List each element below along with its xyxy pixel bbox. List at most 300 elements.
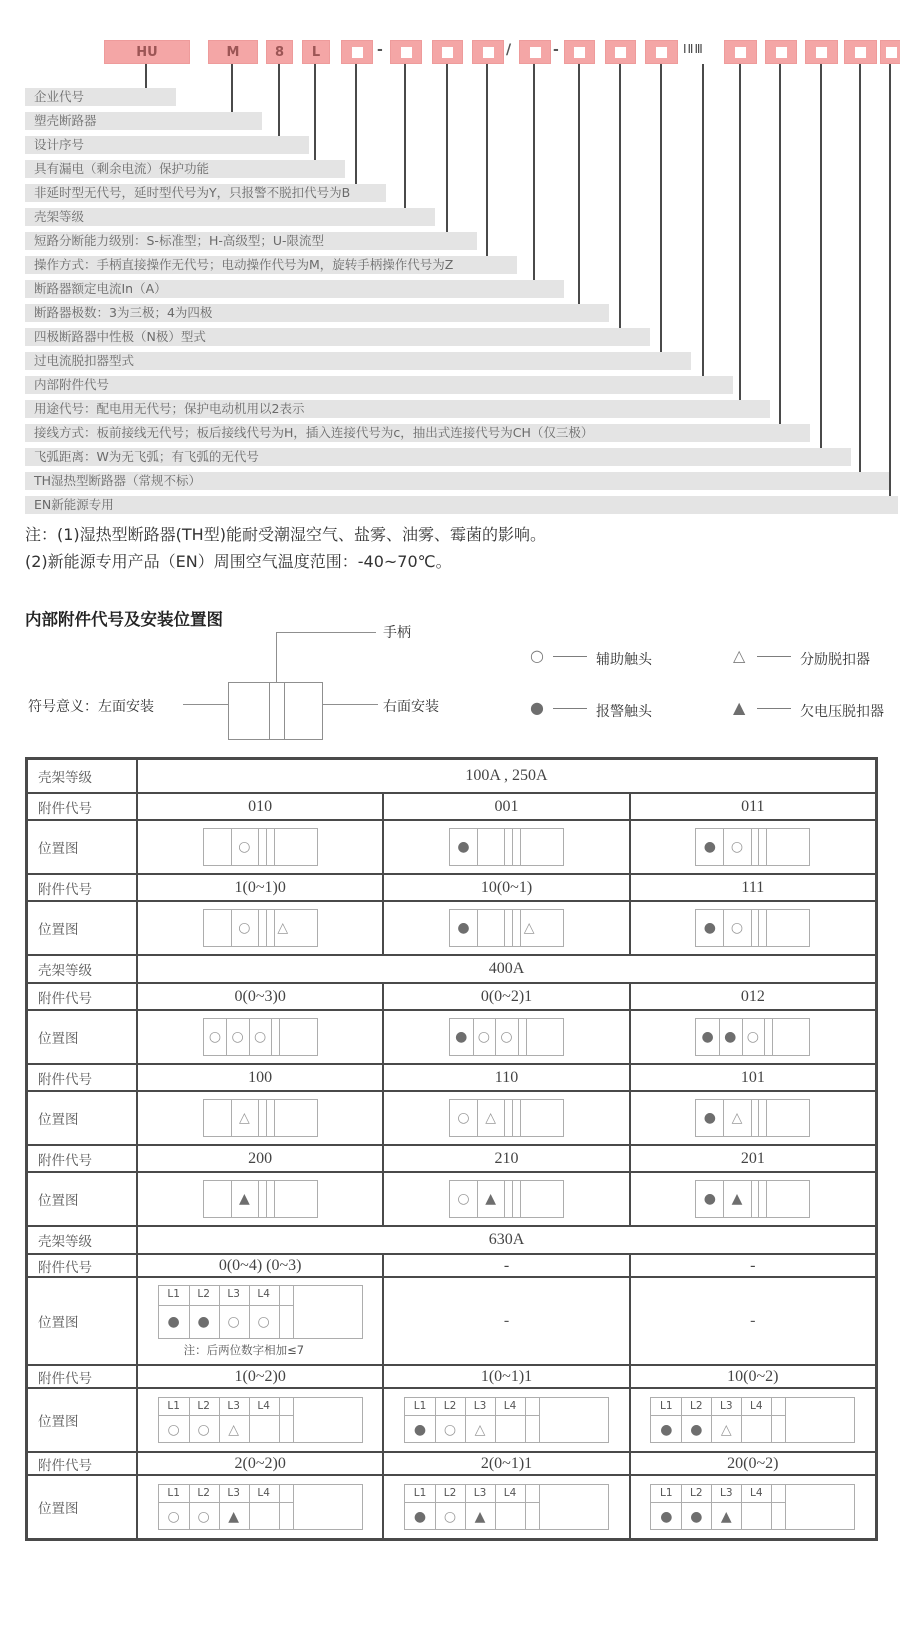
position-diagram-cell [138,902,382,954]
diagram-divider [219,1485,220,1529]
row-label-cell: 位置图 [28,1011,138,1063]
alarm-contact-symbol: ● [724,1029,737,1045]
row-label-cell: 附件代号 [28,1146,138,1171]
undervoltage-release-symbol: ▲ [731,1191,743,1207]
row-label-cell: 壳架等级 [28,1227,138,1253]
diagram-divider [766,829,767,865]
diagram-header-line [405,1502,539,1503]
diagram-divider [249,1286,250,1338]
pole-header-label: L1 [167,1487,180,1499]
frame-level-row [28,760,875,792]
connector-line [231,64,233,113]
diagram-divider [525,1485,526,1529]
diagram-divider [742,1019,743,1055]
diagram-divider [189,1398,190,1442]
diagram-divider [525,1398,526,1442]
connector-line [820,64,822,449]
model-code-box: HU [104,40,190,64]
diagram-divider [504,1100,505,1136]
pole-header-label: L1 [167,1400,180,1412]
aux-contact-symbol: ○ [257,1314,270,1330]
model-code-separator: / [506,42,512,58]
row-label-cell: 壳架等级 [28,956,138,982]
model-code-box [805,40,838,64]
field-label-bar: TH湿热型断路器（常规不标） [25,472,890,490]
pole-header-label: L4 [257,1287,270,1300]
model-code-box [844,40,877,64]
row-label-cell: 位置图 [28,1173,138,1225]
diagram-header-line [159,1415,293,1416]
blank-code-square [442,47,453,58]
position-diagram [404,1484,609,1530]
pole-header-label: L1 [413,1400,427,1412]
model-code-box: M [208,40,258,64]
diagram-divider [266,829,267,865]
row-label-cell: 壳架等级 [28,760,138,792]
shunt-release-symbol: △ [485,1110,497,1126]
diagram-divider [266,910,267,946]
diagram-divider [539,1398,540,1442]
diagram-divider [751,1181,752,1217]
accessory-code-row [28,982,875,1009]
aux-contact-symbol: ○ [227,1314,240,1330]
aux-contact-symbol: ○ [238,920,251,936]
row-label-cell: 附件代号 [28,984,138,1009]
alarm-contact-symbol: ● [703,1110,716,1126]
alarm-contact-symbol: ● [690,1508,703,1525]
shunt-release-symbol: △ [228,1421,240,1438]
position-diagram-cell [382,1389,628,1451]
pole-header-label: L3 [720,1487,733,1499]
model-code-box [645,40,678,64]
row-label-cell: 附件代号 [28,1065,138,1090]
position-diagram [449,1099,564,1137]
blank-code-square [615,47,626,58]
aux-contact-symbol: ○ [197,1421,210,1438]
position-diagram-row [28,1009,875,1063]
pole-header-label: L2 [197,1400,210,1412]
diagram-divider [293,1398,294,1442]
legend-dash [553,708,587,709]
position-diagram-cell [382,1278,628,1364]
position-diagram [695,1180,810,1218]
diagram-divider [231,1100,232,1136]
undervoltage-release-label: 欠电压脱扣器 [800,704,884,720]
position-diagram-row [28,1171,875,1225]
blank-code-square [574,47,585,58]
alarm-contact-symbol: ● [701,1029,714,1045]
connector-line [779,64,781,425]
diagram-divider [512,829,513,865]
handle-label: 手柄 [383,625,411,641]
diagram-divider [189,1286,190,1338]
aux-contact-symbol: ○ [231,1029,244,1045]
alarm-contact-symbol: ● [703,839,716,855]
frame-level-cell: 100A , 250A [465,767,548,784]
accessory-code-cell: 100 [248,1068,273,1086]
position-diagram [158,1484,363,1530]
field-label-bar: 接线方式：板前接线无代号；板后接线代号为H，插入连接代号为c，抽出式连接代号为CH（仅三极） [25,424,810,442]
position-diagram [449,828,564,866]
diagram-header-line [651,1502,785,1503]
empty-cell-dash: - [750,1312,756,1329]
aux-contact-symbol: ○ [477,1029,490,1045]
note-2: (2)新能源专用产品（EN）周围空气温度范围：-40~70℃。 [25,552,452,571]
position-diagram-wrap [650,1484,855,1530]
position-diagram-row [28,1090,875,1144]
diagram-divider [258,910,259,946]
frame-level-cell: 630A [488,1231,525,1248]
position-diagram-cell [138,1278,382,1364]
position-diagram [695,1018,810,1056]
diagram-divider [723,829,724,865]
diagram-divider [681,1485,682,1529]
diagram-divider [231,910,232,946]
diagram-divider [766,1100,767,1136]
aux-contact-symbol: ○ [457,1110,470,1126]
accessory-code-cell: 001 [382,794,628,819]
connector-line [578,64,580,305]
diagram-divider [258,1100,259,1136]
field-label-bar: 操作方式：手柄直接操作无代号；电动操作代号为M，旋转手柄操作代号为Z [25,256,517,274]
position-diagram-cell [629,1389,875,1451]
diagram-divider [231,1181,232,1217]
connector-line [889,64,891,497]
accessory-code-cell: 200 [248,1149,273,1167]
diagram-header-line [159,1502,293,1503]
frame-level-row [28,1225,875,1253]
accessory-code-row [28,792,875,819]
blank-code-square [530,47,541,58]
blank-code-square [886,47,897,58]
blank-code-square [656,47,667,58]
field-label-bar: 设计序号 [25,136,309,154]
blank-code-square [776,47,787,58]
pole-header-label: L2 [690,1400,703,1412]
diagram-divider [785,1398,786,1442]
diagram-divider [758,910,759,946]
alarm-contact-symbol: ● [413,1421,427,1438]
position-diagram-cell [138,1173,382,1225]
diagram-divider [520,910,521,946]
accessory-code-cell: 0(0~3)0 [234,987,286,1005]
diagram-divider [231,829,232,865]
frame-level-cell: 400A [488,960,525,977]
diagram-divider [723,1181,724,1217]
field-label-bar: 非延时型无代号，延时型代号为Y，只报警不脱扣代号为B [25,184,386,202]
position-diagram-cell [138,1389,382,1451]
pole-header-label: L1 [167,1287,180,1300]
alarm-contact-symbol: ● [197,1314,210,1330]
aux-contact-symbol: ○ [730,839,744,855]
diagram-divider [520,1100,521,1136]
diagram-divider [279,1019,280,1055]
diagram-divider [219,1286,220,1338]
frame-level-row [28,954,875,982]
diagram-divider [249,1019,250,1055]
position-diagram-row [28,1276,875,1364]
field-label-bar: 具有漏电（剩余电流）保护功能 [25,160,345,178]
field-label-bar: 内部附件代号 [25,376,733,394]
pole-header-label: L3 [473,1400,487,1412]
field-label-bar: 用途代号：配电用无代号；保护电动机用以2表示 [25,400,770,418]
diagram-divider [758,829,759,865]
aux-contact-symbol: ○ [254,1029,267,1045]
shunt-release-symbol: △ [277,920,289,936]
pole-header-label: L1 [413,1487,427,1499]
connector-line [660,64,662,353]
undervoltage-release-symbol: ▲ [238,1191,250,1207]
accessory-code-cell: 0(0~2)1 [382,984,628,1009]
accessory-code-cell: 110 [382,1065,628,1090]
connector-line [145,64,147,89]
connector-line [702,64,704,377]
section-title: 内部附件代号及安装位置图 [25,610,223,629]
position-diagram-wrap [650,1397,855,1443]
field-label-bar: 过电流脱扣器型式 [25,352,691,370]
diagram-divider [520,1181,521,1217]
shunt-release-symbol: △ [523,920,535,936]
accessory-code-row [28,873,875,900]
position-diagram [203,1099,318,1137]
diagram-divider [495,1398,496,1442]
pole-header-label: L3 [227,1400,240,1412]
diagram-divider [279,1286,280,1338]
aux-contact-symbol: ○ [238,839,251,855]
position-diagram [449,1018,564,1056]
row-label-cell: 位置图 [28,1278,138,1364]
diagram-divider [266,1181,267,1217]
position-diagram [404,1397,609,1443]
aux-contact-symbol: ○ [443,1508,457,1525]
pole-header-label: L3 [720,1400,733,1412]
model-code-box [390,40,422,64]
diagram-divider [465,1485,466,1529]
position-diagram-wrap [158,1285,363,1358]
pole-header-label: L3 [227,1287,240,1300]
diagram-divider [477,1100,478,1136]
diagram-divider [512,910,513,946]
undervoltage-release-symbol: ▲ [485,1191,497,1207]
diagram-divider [711,1485,712,1529]
connector-line [278,64,280,137]
model-code-separator: - [553,42,559,58]
model-code-box [880,40,900,64]
diagram-divider [512,1181,513,1217]
position-diagram [203,828,318,866]
diagram-divider [766,910,767,946]
position-diagram-cell [629,1278,875,1364]
aux-contact-symbol: ○ [167,1508,180,1525]
position-diagram-cell [382,902,628,954]
pole-header-label: L4 [750,1487,763,1499]
legend-dash [757,656,791,657]
diagram-divider [279,1485,280,1529]
field-label-bar: 企业代号 [25,88,176,106]
accessory-code-row [28,1144,875,1171]
diagram-divider [772,1019,773,1055]
position-diagram [695,909,810,947]
alarm-contact-symbol: ● [703,1191,716,1207]
position-diagram-cell [629,1092,875,1144]
field-label-bar: 短路分断能力级别：S-标准型；H-高级型；U-限流型 [25,232,477,250]
alarm-contact-symbol: ● [690,1421,703,1438]
pole-header-label: L4 [257,1487,270,1499]
diagram-divider [249,1398,250,1442]
shunt-release-symbol: △ [474,1421,486,1438]
field-label-bar: 飞弧距离：W为无飞弧；有飞弧的无代号 [25,448,851,466]
alarm-contact-symbol: ● [413,1508,427,1525]
model-number-diagram [0,0,900,520]
diagram-divider [274,829,275,865]
alarm-contact-symbol: ● [703,920,716,936]
alarm-contact-symbol: ● [530,698,544,717]
pole-header-label: L2 [443,1487,457,1499]
position-diagram-cell [629,821,875,873]
position-diagram-cell [382,821,628,873]
legend-dash [553,656,587,657]
diagram-divider [723,910,724,946]
diagram-divider [435,1398,436,1442]
connector-line [739,64,741,401]
diagram-divider [785,1485,786,1529]
undervoltage-release-symbol: ▲ [228,1508,240,1525]
undervoltage-release-symbol: ▲ [733,698,746,717]
diagram-divider [477,1181,478,1217]
accessory-code-cell: 2(0~1)1 [382,1453,628,1474]
position-diagram [695,828,810,866]
diagram-divider [271,1019,272,1055]
accessory-code-cell: 210 [382,1146,628,1171]
row-label-cell: 位置图 [28,1389,138,1451]
row-label-cell: 位置图 [28,821,138,873]
accessory-code-cell: - [382,1255,628,1276]
diagram-divider [771,1398,772,1442]
field-label-bar: 四极断路器中性极（N极）型式 [25,328,650,346]
connector-line [533,64,535,281]
diagram-divider [279,1398,280,1442]
row-label-cell: 位置图 [28,902,138,954]
accessory-code-row [28,1364,875,1387]
field-label-bar: EN新能源专用 [25,496,898,514]
aux-contact-symbol: ○ [443,1421,457,1438]
accessory-code-cell: 0(0~4) (0~3) [218,1256,302,1274]
diagram-header-line [651,1415,785,1416]
position-diagram [449,1180,564,1218]
model-code-position-label: ⅠⅡⅢ [683,42,704,56]
pole-header-label: L4 [503,1487,517,1499]
model-code-box [432,40,463,64]
diagram-divider [504,1181,505,1217]
diagram-divider [771,1485,772,1529]
row-label-cell: 位置图 [28,1092,138,1144]
accessory-code-cell: 011 [629,794,875,819]
aux-contact-symbol: ○ [500,1029,513,1045]
diagram-divider [435,1485,436,1529]
position-diagram [449,909,564,947]
field-label-bar: 断路器额定电流In（A） [25,280,564,298]
blank-code-square [401,47,412,58]
model-code-box [519,40,551,64]
pole-header-label: L2 [197,1287,210,1300]
position-diagram-cell [382,1092,628,1144]
diagram-divider [495,1019,496,1055]
model-code-box: 8 [266,40,293,64]
accessory-code-cell: 2(0~2)0 [234,1454,286,1472]
aux-contact-symbol: ○ [530,646,544,665]
accessory-code-row [28,1451,875,1474]
position-diagram-cell [629,1011,875,1063]
connector-line [446,64,448,233]
diagram-divider [741,1485,742,1529]
accessory-code-row [28,1063,875,1090]
pole-header-label: L4 [503,1400,517,1412]
model-code-box [472,40,504,64]
diagram-divider [189,1485,190,1529]
handle-pointer-line [276,632,277,682]
model-code-box [341,40,373,64]
diagram-divider [766,1181,767,1217]
diagram-divider [504,910,505,946]
legend-dash [757,708,791,709]
accessory-code-cell: 010 [248,797,273,815]
model-code-box [765,40,797,64]
position-diagram-row [28,819,875,873]
right-pointer-line [323,704,378,705]
shunt-release-symbol: △ [238,1110,250,1126]
pole-header-label: L1 [660,1487,673,1499]
position-diagram-cell [138,1011,382,1063]
position-diagram [158,1285,363,1339]
undervoltage-release-symbol: ▲ [474,1508,486,1525]
diagram-divider [518,1019,519,1055]
position-diagram-cell [138,821,382,873]
row-label-cell: 附件代号 [28,1255,138,1276]
pole-header-label: L4 [750,1400,763,1412]
accessory-code-cell: - [629,1255,875,1276]
handle-pointer-line [276,632,376,633]
position-diagram [203,1018,318,1056]
diagram-divider [219,1398,220,1442]
position-diagram-row [28,900,875,954]
aux-contact-symbol: ○ [746,1029,759,1045]
breaker-slot-line [269,682,270,740]
field-label-bar: 断路器极数：3为三极；4为四极 [25,304,609,322]
diagram-divider [274,1100,275,1136]
diagram-divider [723,1100,724,1136]
model-code-box: L [302,40,330,64]
shunt-release-label: 分励脱扣器 [800,652,870,668]
field-label-bar: 塑壳断路器 [25,112,262,130]
model-code-box [605,40,636,64]
accessory-code-cell: 10(0~2) [629,1366,875,1387]
accessory-code-cell: 10(0~1) [382,875,628,900]
diagram-divider [258,1181,259,1217]
accessory-position-table [25,757,878,1541]
diagram-divider [751,829,752,865]
pole-header-label: L2 [197,1487,210,1499]
position-diagram-cell [382,1011,628,1063]
position-diagram [650,1397,855,1443]
row-label-cell: 附件代号 [28,794,138,819]
diagram-divider [477,910,478,946]
position-diagram-wrap [158,1484,363,1530]
accessory-code-cell: 1(0~2)0 [234,1367,286,1385]
aux-contact-symbol: ○ [730,920,744,936]
position-diagram-cell [138,1476,382,1538]
diagram-divider [495,1485,496,1529]
pole-header-label: L2 [690,1487,703,1499]
